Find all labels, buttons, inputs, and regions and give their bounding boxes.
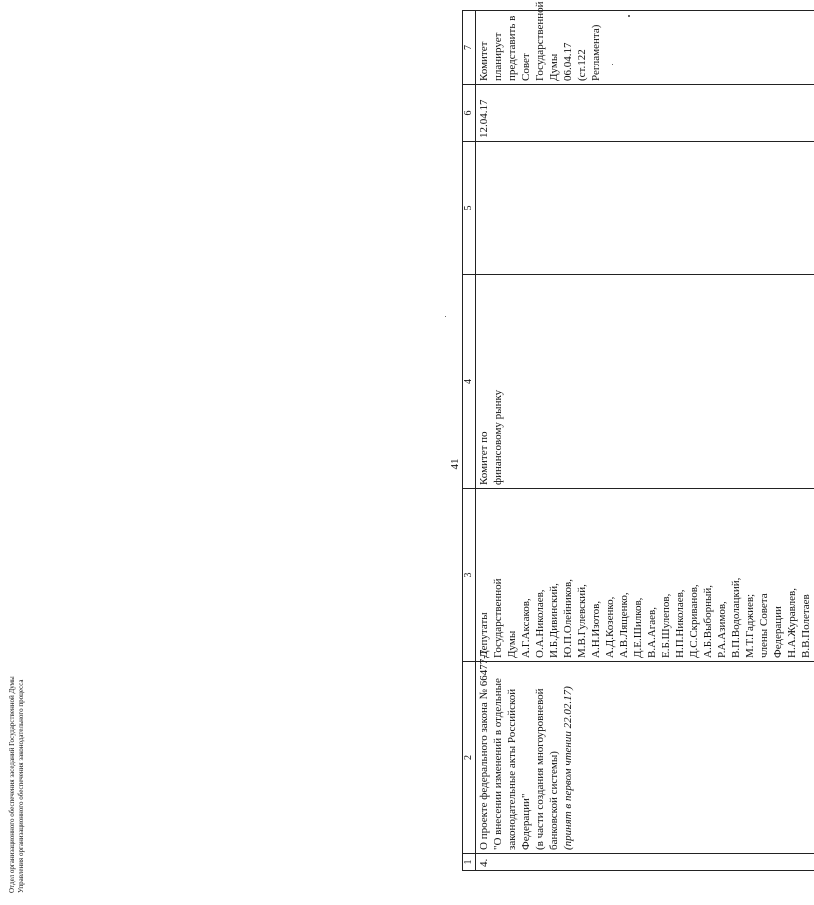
row-number-cell: [476, 854, 814, 871]
author-line: А.Д.Козенко,: [604, 596, 616, 658]
author-line: Д.Е.Шилков,: [632, 597, 644, 658]
author-line: Федерации: [772, 606, 784, 658]
author-line: Р.А.Азимов,: [716, 601, 728, 658]
committee-cell: [476, 275, 814, 489]
column-header: 7: [463, 11, 476, 85]
column-header: 1: [463, 854, 476, 871]
author-line: Депутаты: [478, 612, 490, 658]
note-line: (ст.122 Регламента): [576, 24, 602, 81]
date-cell: [476, 85, 814, 142]
author-line: Думы: [506, 630, 518, 658]
column-header: 6: [463, 85, 476, 142]
scan-speck: [445, 316, 446, 317]
empty-cell: [476, 142, 814, 275]
note-line: представить в Совет: [506, 15, 532, 81]
note-line: Думы 06.04.17: [548, 42, 574, 81]
author-line: В.А.Агаев,: [646, 607, 658, 658]
note-cell: [476, 1, 814, 85]
author-line: А.Н.Изотов,: [590, 600, 602, 658]
scan-speck: [612, 64, 613, 65]
bill-title-cell: [476, 649, 814, 854]
author-line: О.А.Николаев,: [534, 589, 546, 658]
footer-line: Отдел организационного обеспечения заседаний Государственной Думы: [8, 676, 16, 893]
bill-title-line: "О внесении изменений в отдельные: [492, 678, 504, 850]
table-row: [476, 11, 814, 871]
author-line: М.В.Гулевский,: [576, 584, 588, 658]
column-header: 3: [463, 489, 476, 662]
bill-title-line: законодательные акты Российской: [506, 688, 518, 850]
author-line: Государственной: [492, 578, 504, 658]
bill-title-line: О проекте федерального закона № 66477-7: [478, 649, 490, 850]
author-line: Е.Б.Шулепов,: [660, 593, 672, 658]
author-line: Ю.П.Олейников,: [562, 579, 574, 658]
bill-title-line: (в части создания многоуровневой: [534, 688, 546, 850]
column-header: 2: [463, 662, 476, 854]
committee-line: финансовому рынку: [492, 389, 504, 485]
row-number: 4.: [478, 858, 490, 867]
author-line: А.В.Лященко,: [618, 592, 630, 658]
footer-line: Управления организационного обеспечения законодательного процесса: [17, 679, 25, 893]
footer-department: [8, 676, 26, 893]
author-line: Н.А.Журавлев,: [786, 588, 798, 658]
authors-cell: [476, 489, 814, 662]
bill-title-line: банковской системы): [548, 751, 560, 850]
author-line: члены Совета: [758, 593, 770, 658]
author-line: Д.С.Скриванов,: [688, 584, 700, 658]
table-header-row: [463, 11, 476, 871]
author-line: В.П.Водолацкий,: [730, 577, 742, 658]
scan-speck: [628, 15, 630, 17]
author-line: А.Г.Аксаков,: [520, 598, 532, 658]
column-header: 5: [463, 142, 476, 275]
agenda-table: [462, 1, 814, 871]
column-header: 4: [463, 275, 476, 489]
first-reading-note: (принят в первом чтении 22.02.17): [562, 686, 574, 850]
note-line: Государственной: [534, 1, 546, 81]
bill-title-line: Федерации": [520, 793, 532, 850]
author-line: А.Б.Выборный,: [702, 585, 714, 658]
author-line: И.Б.Дивинский,: [548, 583, 560, 658]
author-line: М.Т.Гаджиев;: [744, 593, 756, 658]
page-number: 41: [449, 458, 461, 470]
note-line: Комитет планирует: [478, 32, 504, 81]
date-value: 12.04.17: [478, 99, 490, 138]
committee-line: Комитет по: [478, 431, 490, 485]
author-line: В.В.Полетаев: [800, 594, 812, 658]
author-line: Н.П.Николаев,: [674, 589, 686, 658]
